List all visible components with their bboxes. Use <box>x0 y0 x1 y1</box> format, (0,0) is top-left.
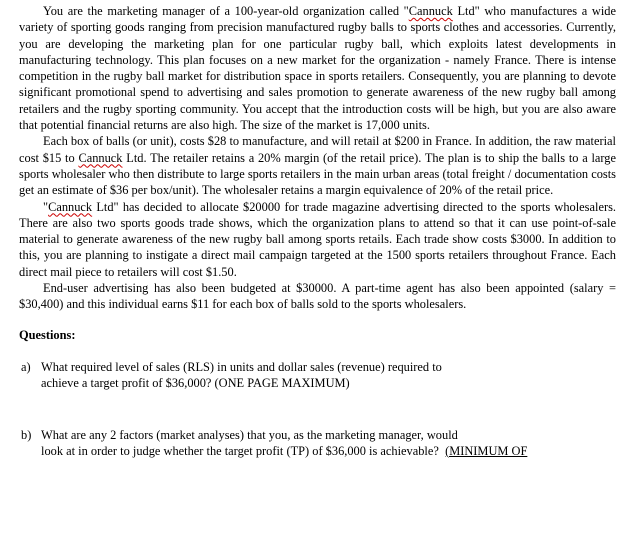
paragraph-text: Each box of balls (or unit), costs $28 to manufacture, and will retail at $200 in France. In addition, the raw material cost $15 to <box>19 134 616 165</box>
paragraph-text: Ltd" has decided to allocate $20000 for trade magazine advertising directed to the sports wholesalers. There are also two sports goods trade shows, which the organization plans to attend so that it can use point-of-sale material to generate awareness of the new rugby ball among sports retails. Each trade show costs $3000. In addition to this, you are planning to instigate a direct mail campaign targeted at the 1500 sports retailers throughout France. Each direct mail piece to retailers will cost $1.50. <box>19 199 616 279</box>
paragraph-text: End-user advertising has also been budgeted at $30000. A part-time agent has also been appointed (salary = $30,400) and this individual earns $11 for each box of balls sold to the sports wholesalers. <box>19 281 616 312</box>
case-study-body <box>19 3 616 313</box>
body-paragraph <box>19 280 616 313</box>
underlined-note: (MINIMUM OF <box>445 443 528 458</box>
questions-list <box>19 359 616 459</box>
paragraph-text: You are the marketing manager of a 100-year-old organization called " <box>43 4 409 18</box>
question-item <box>19 427 616 459</box>
misspelled-word: Cannuck <box>48 199 93 214</box>
question-line <box>41 359 616 375</box>
questions-heading: Questions: <box>19 327 76 342</box>
question-item <box>19 359 616 391</box>
paragraph-text: " <box>43 199 49 214</box>
question-marker: a) <box>21 359 31 374</box>
question-text: look at in order to judge whether the target profit (TP) of $36,000 is achievable? <box>41 443 446 458</box>
body-paragraph <box>19 3 616 133</box>
question-line <box>41 427 616 443</box>
body-paragraph <box>19 199 616 280</box>
question-line <box>41 443 616 459</box>
misspelled-word: Cannuck <box>408 4 453 18</box>
question-text: What required level of sales (RLS) in units and dollar sales (revenue) required to <box>41 359 442 374</box>
paragraph-text: Ltd. The retailer retains a 20% margin (of the retail price). The plan is to ship the balls to a large sports wholesaler who then distribute to large sports retailers in the main urban areas (total freight / documentation costs get an estimate of $36 per box/unit). The wholesaler retains a margin equivalence of 20% of the retail price. <box>19 150 616 198</box>
document-page <box>19 3 616 459</box>
question-marker: b) <box>21 427 32 442</box>
question-text: What are any 2 factors (market analyses) that you, as the marketing manager, would <box>41 427 458 442</box>
body-paragraph <box>19 133 616 198</box>
misspelled-word: Cannuck <box>78 150 123 165</box>
question-text: achieve a target profit of $36,000? (ONE PAGE MAXIMUM) <box>41 375 350 390</box>
question-line <box>41 375 616 391</box>
paragraph-text: Ltd" who manufactures a wide variety of sporting goods ranging from precision manufactured rugby balls to sports clothes and accessories. Currently, you are developing the marketing plan for one particular rugby ball, which exploits latest developments in manufacturing technology. This plan focuses on a new market for the organization - namely France. There is intense competition in the rugby ball market for distribution space in sports retailers. Consequently, you are planning to devote significant promotional spend to advertising and sales promotion to generate awareness of the new rugby ball among retailers and the rugby sporting community. You accept that the introduction costs will be high, but you are also aware that potential financial returns are also high. The size of the market is 17,000 units. <box>19 4 616 133</box>
